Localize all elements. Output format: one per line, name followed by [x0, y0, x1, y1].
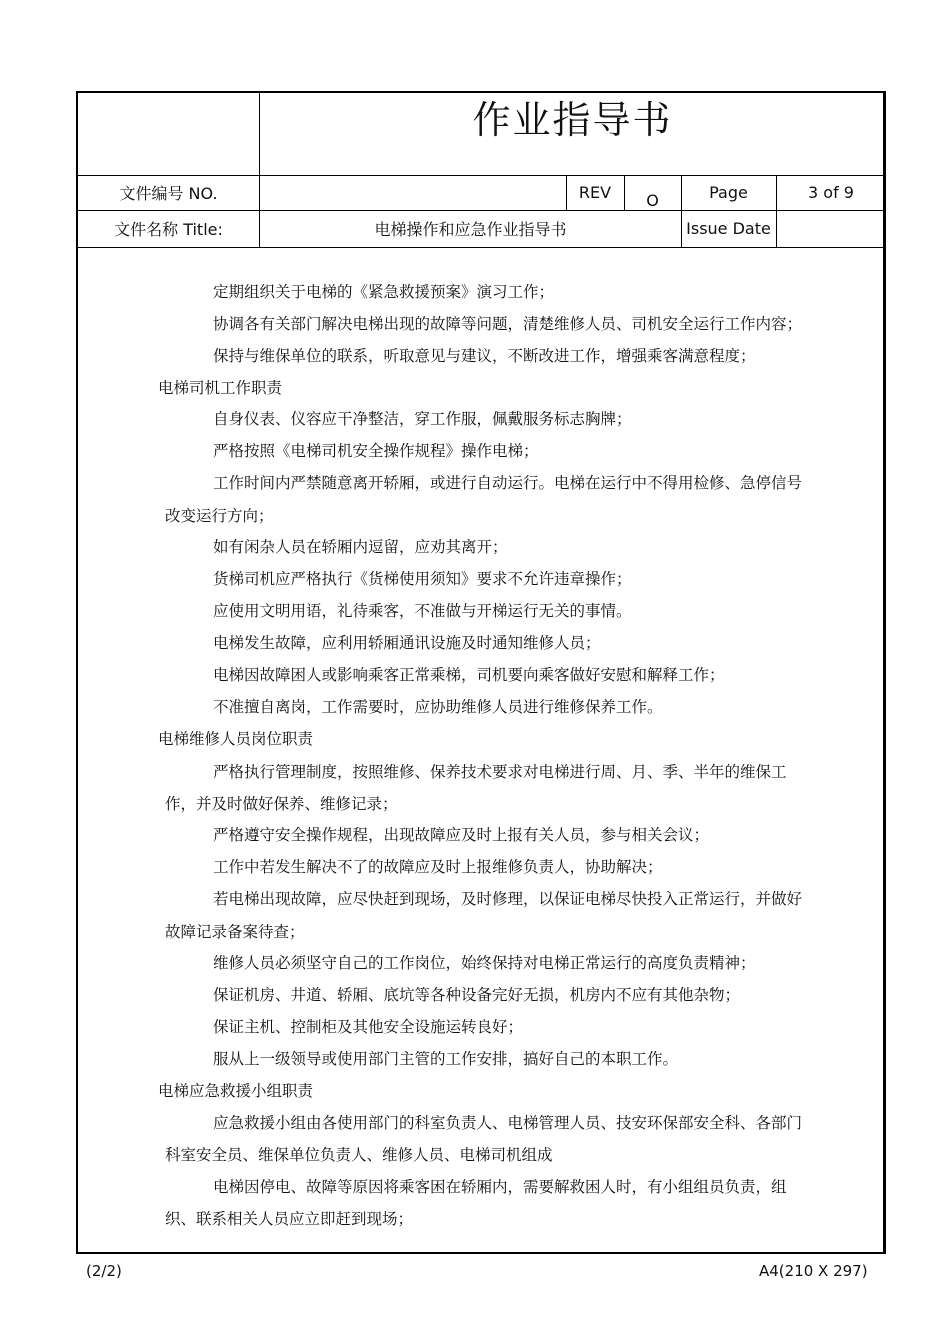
issue-date-value[interactable]: [776, 210, 886, 247]
body-line: 作，并及时做好保养、维修记录；: [165, 795, 398, 813]
body-line: 保证机房、井道、轿厢、底坑等各种设备完好无损，机房内不应有其他杂物；: [213, 986, 741, 1004]
section-heading: 电梯应急救援小组职责: [158, 1082, 314, 1100]
rev-label: REV: [578, 183, 612, 202]
body-line: 电梯发生故障，应利用轿厢通讯设施及时通知维修人员；: [213, 634, 601, 652]
rev-value: O: [646, 191, 659, 210]
document-title: 作业指导书: [472, 97, 673, 142]
body-line: 电梯因故障困人或影响乘客正常乘梯，司机要向乘客做好安慰和解释工作；: [213, 666, 725, 684]
section-heading: 电梯司机工作职责: [158, 379, 283, 397]
body-line: 严格按照《电梯司机安全操作规程》操作电梯；: [213, 442, 539, 460]
issue-date-label: Issue Date: [686, 219, 771, 238]
body-line: 服从上一级领导或使用部门主管的工作安排，搞好自己的本职工作。: [213, 1050, 679, 1068]
body-line: 定期组织关于电梯的《紧急救援预案》演习工作；: [213, 283, 555, 301]
body-line: 如有闲杂人员在轿厢内逗留，应劝其离开；: [213, 538, 508, 556]
body-line: 故障记录备案待查；: [165, 923, 305, 941]
body-line: 自身仪表、仪容应干净整洁，穿工作服，佩戴服务标志胸牌；: [213, 410, 632, 428]
body-line: 货梯司机应严格执行《货梯使用须知》要求不允许违章操作；: [213, 570, 632, 588]
doc-name-label: 文件名称 Title:: [114, 220, 223, 239]
body-line: 严格遵守安全操作规程，出现故障应及时上报有关人员，参与相关会议；: [213, 826, 710, 844]
body-line: 应使用文明用语，礼待乘客，不准做与开梯运行无关的事情。: [213, 602, 632, 620]
body-line: 应急救援小组由各使用部门的科室负责人、电梯管理人员、技安环保部安全科、各部门: [213, 1114, 803, 1132]
body-line: 保证主机、控制柜及其他安全设施运转良好；: [213, 1018, 524, 1036]
body-line: 不准擅自离岗，工作需要时，应协助维修人员进行维修保养工作。: [213, 698, 663, 716]
footer-page-count: (2/2): [86, 1262, 122, 1280]
body-line: 维修人员必须坚守自己的工作岗位，始终保持对电梯正常运行的高度负责精神；: [213, 954, 756, 972]
body-line: 若电梯出现故障，应尽快赶到现场，及时修理，以保证电梯尽快投入正常运行，并做好: [213, 890, 803, 908]
body-line: 织、联系相关人员应立即赶到现场；: [165, 1210, 414, 1228]
body-line: 工作时间内严禁随意离开轿厢，或进行自动运行。电梯在运行中不得用检修、急停信号: [213, 474, 803, 492]
body-line: 协调各有关部门解决电梯出现的故障等问题，清楚维修人员、司机安全运行工作内容；: [213, 315, 803, 333]
doc-name-value: 电梯操作和应急作业指导书: [374, 220, 567, 239]
page-value: 3 of 9: [808, 183, 854, 202]
body-line: 科室安全员、维保单位负责人、维修人员、电梯司机组成: [165, 1146, 553, 1164]
section-heading: 电梯维修人员岗位职责: [158, 730, 314, 748]
doc-no-label: 文件编号 NO.: [119, 184, 218, 203]
body-line: 工作中若发生解决不了的故障应及时上报维修负责人，协助解决；: [213, 858, 663, 876]
body-line: 电梯因停电、故障等原因将乘客困在轿厢内，需要解救困人时，有小组组员负责，组: [213, 1178, 787, 1196]
header-divider-3: [78, 247, 883, 248]
body-line: 保持与维保单位的联系，听取意见与建议，不断改进工作，增强乘客满意程度；: [213, 347, 756, 365]
doc-no-value[interactable]: [260, 175, 566, 210]
footer-paper-size: A4(210 X 297): [759, 1262, 868, 1280]
page-label: Page: [709, 183, 748, 202]
body-line: 改变运行方向；: [165, 507, 274, 525]
body-line: 严格执行管理制度，按照维修、保养技术要求对电梯进行周、月、季、半年的维保工: [213, 763, 787, 781]
